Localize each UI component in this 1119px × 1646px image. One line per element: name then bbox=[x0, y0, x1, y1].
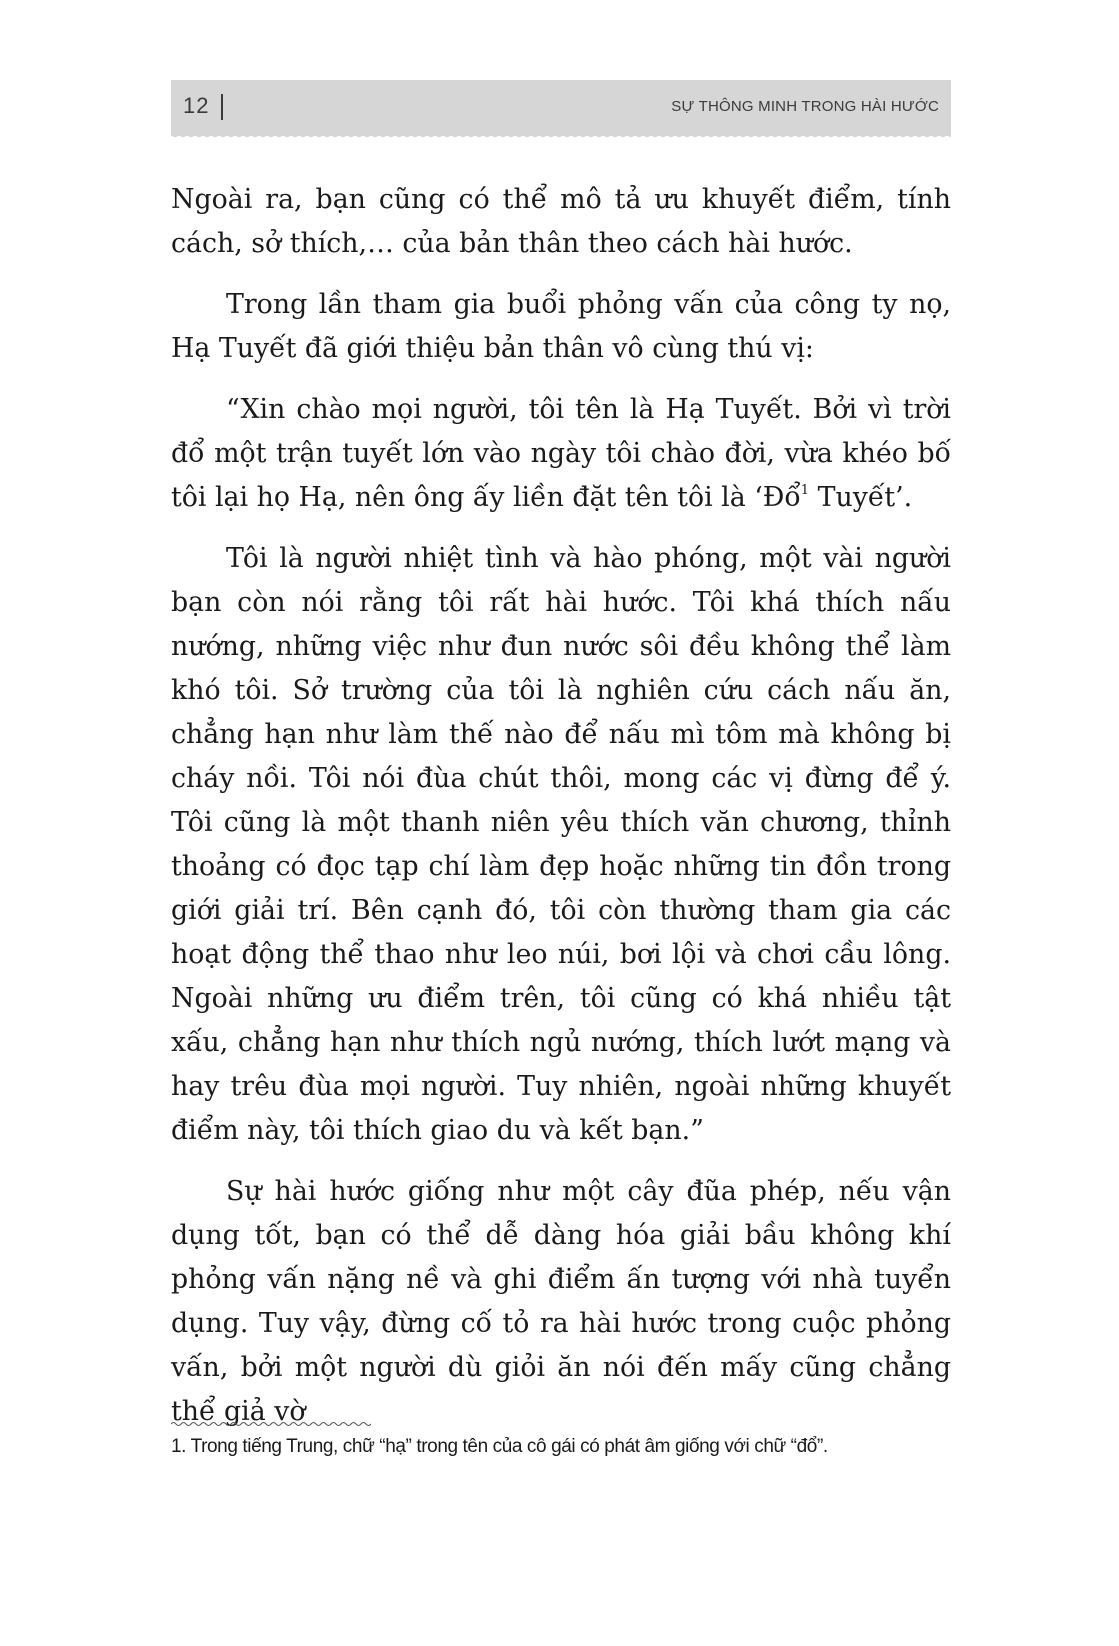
footnote-separator bbox=[171, 1421, 371, 1427]
paragraph-3 bbox=[171, 388, 951, 520]
page-header bbox=[171, 80, 951, 136]
footnote: 1. Trong tiếng Trung, chữ “hạ” trong tên của cô gái có phát âm giống với chữ “đổ”. bbox=[171, 1436, 828, 1457]
body-text bbox=[171, 178, 951, 1451]
paragraph-3-text: “Xin chào mọi người, tôi tên là Hạ Tuyết. Bởi vì trời đổ một trận tuyết lớn vào ngày tôi chào đời, vừa khéo bố tôi lại họ Hạ, nên ông ấy liền đặt tên tôi là ‘Đổ bbox=[171, 394, 951, 513]
footnote-reference: 1 bbox=[800, 483, 810, 498]
paragraph-3-end: Tuyết’. bbox=[809, 482, 913, 513]
header-divider bbox=[221, 94, 223, 120]
running-title: SỰ THÔNG MINH TRONG HÀI HƯỚC bbox=[671, 98, 939, 115]
paragraph-1: Ngoài ra, bạn cũng có thể mô tả ưu khuyết điểm, tính cách, sở thích,… của bản thân theo cách hài hước. bbox=[171, 184, 951, 259]
page-number: 12 bbox=[183, 93, 210, 118]
paragraph-4: Tôi là người nhiệt tình và hào phóng, một vài người bạn còn nói rằng tôi rất hài hước. Tôi khá thích nấu nướng, những việc như đun nước sôi đều không thể làm khó tôi. Sở trường của tôi là nghiên cứu cách nấu ăn, chẳng hạn như làm thế nào để nấu mì tôm mà không bị cháy nồi. Tôi nói đùa chút thôi, mong các vị đừng để ý. Tôi cũng là một thanh niên yêu thích văn chương, thỉnh thoảng có đọc tạp chí làm đẹp hoặc những tin đồn trong giới giải trí. Bên cạnh đó, tôi còn thường tham gia các hoạt động thể thao như leo núi, bơi lội và chơi cầu lông. Ngoài những ưu điểm trên, tôi cũng có khá nhiều tật xấu, chẳng hạn như thích ngủ nướng, thích lướt mạng và hay trêu đùa mọi người. Tuy nhiên, ngoài những khuyết điểm này, tôi thích giao du và kết bạn.” bbox=[171, 543, 951, 1146]
paragraph-2: Trong lần tham gia buổi phỏng vấn của công ty nọ, Hạ Tuyết đã giới thiệu bản thân vô cùng thú vị: bbox=[171, 289, 951, 364]
paragraph-5: Sự hài hước giống như một cây đũa phép, nếu vận dụng tốt, bạn có thể dễ dàng hóa giải bầu không khí phỏng vấn nặng nề và ghi điểm ấn tượng với nhà tuyển dụng. Tuy vậy, đừng cố tỏ ra hài hước trong cuộc phỏng vấn, bởi một người dù giỏi ăn nói đến mấy cũng chẳng thể giả vờ bbox=[171, 1176, 951, 1427]
